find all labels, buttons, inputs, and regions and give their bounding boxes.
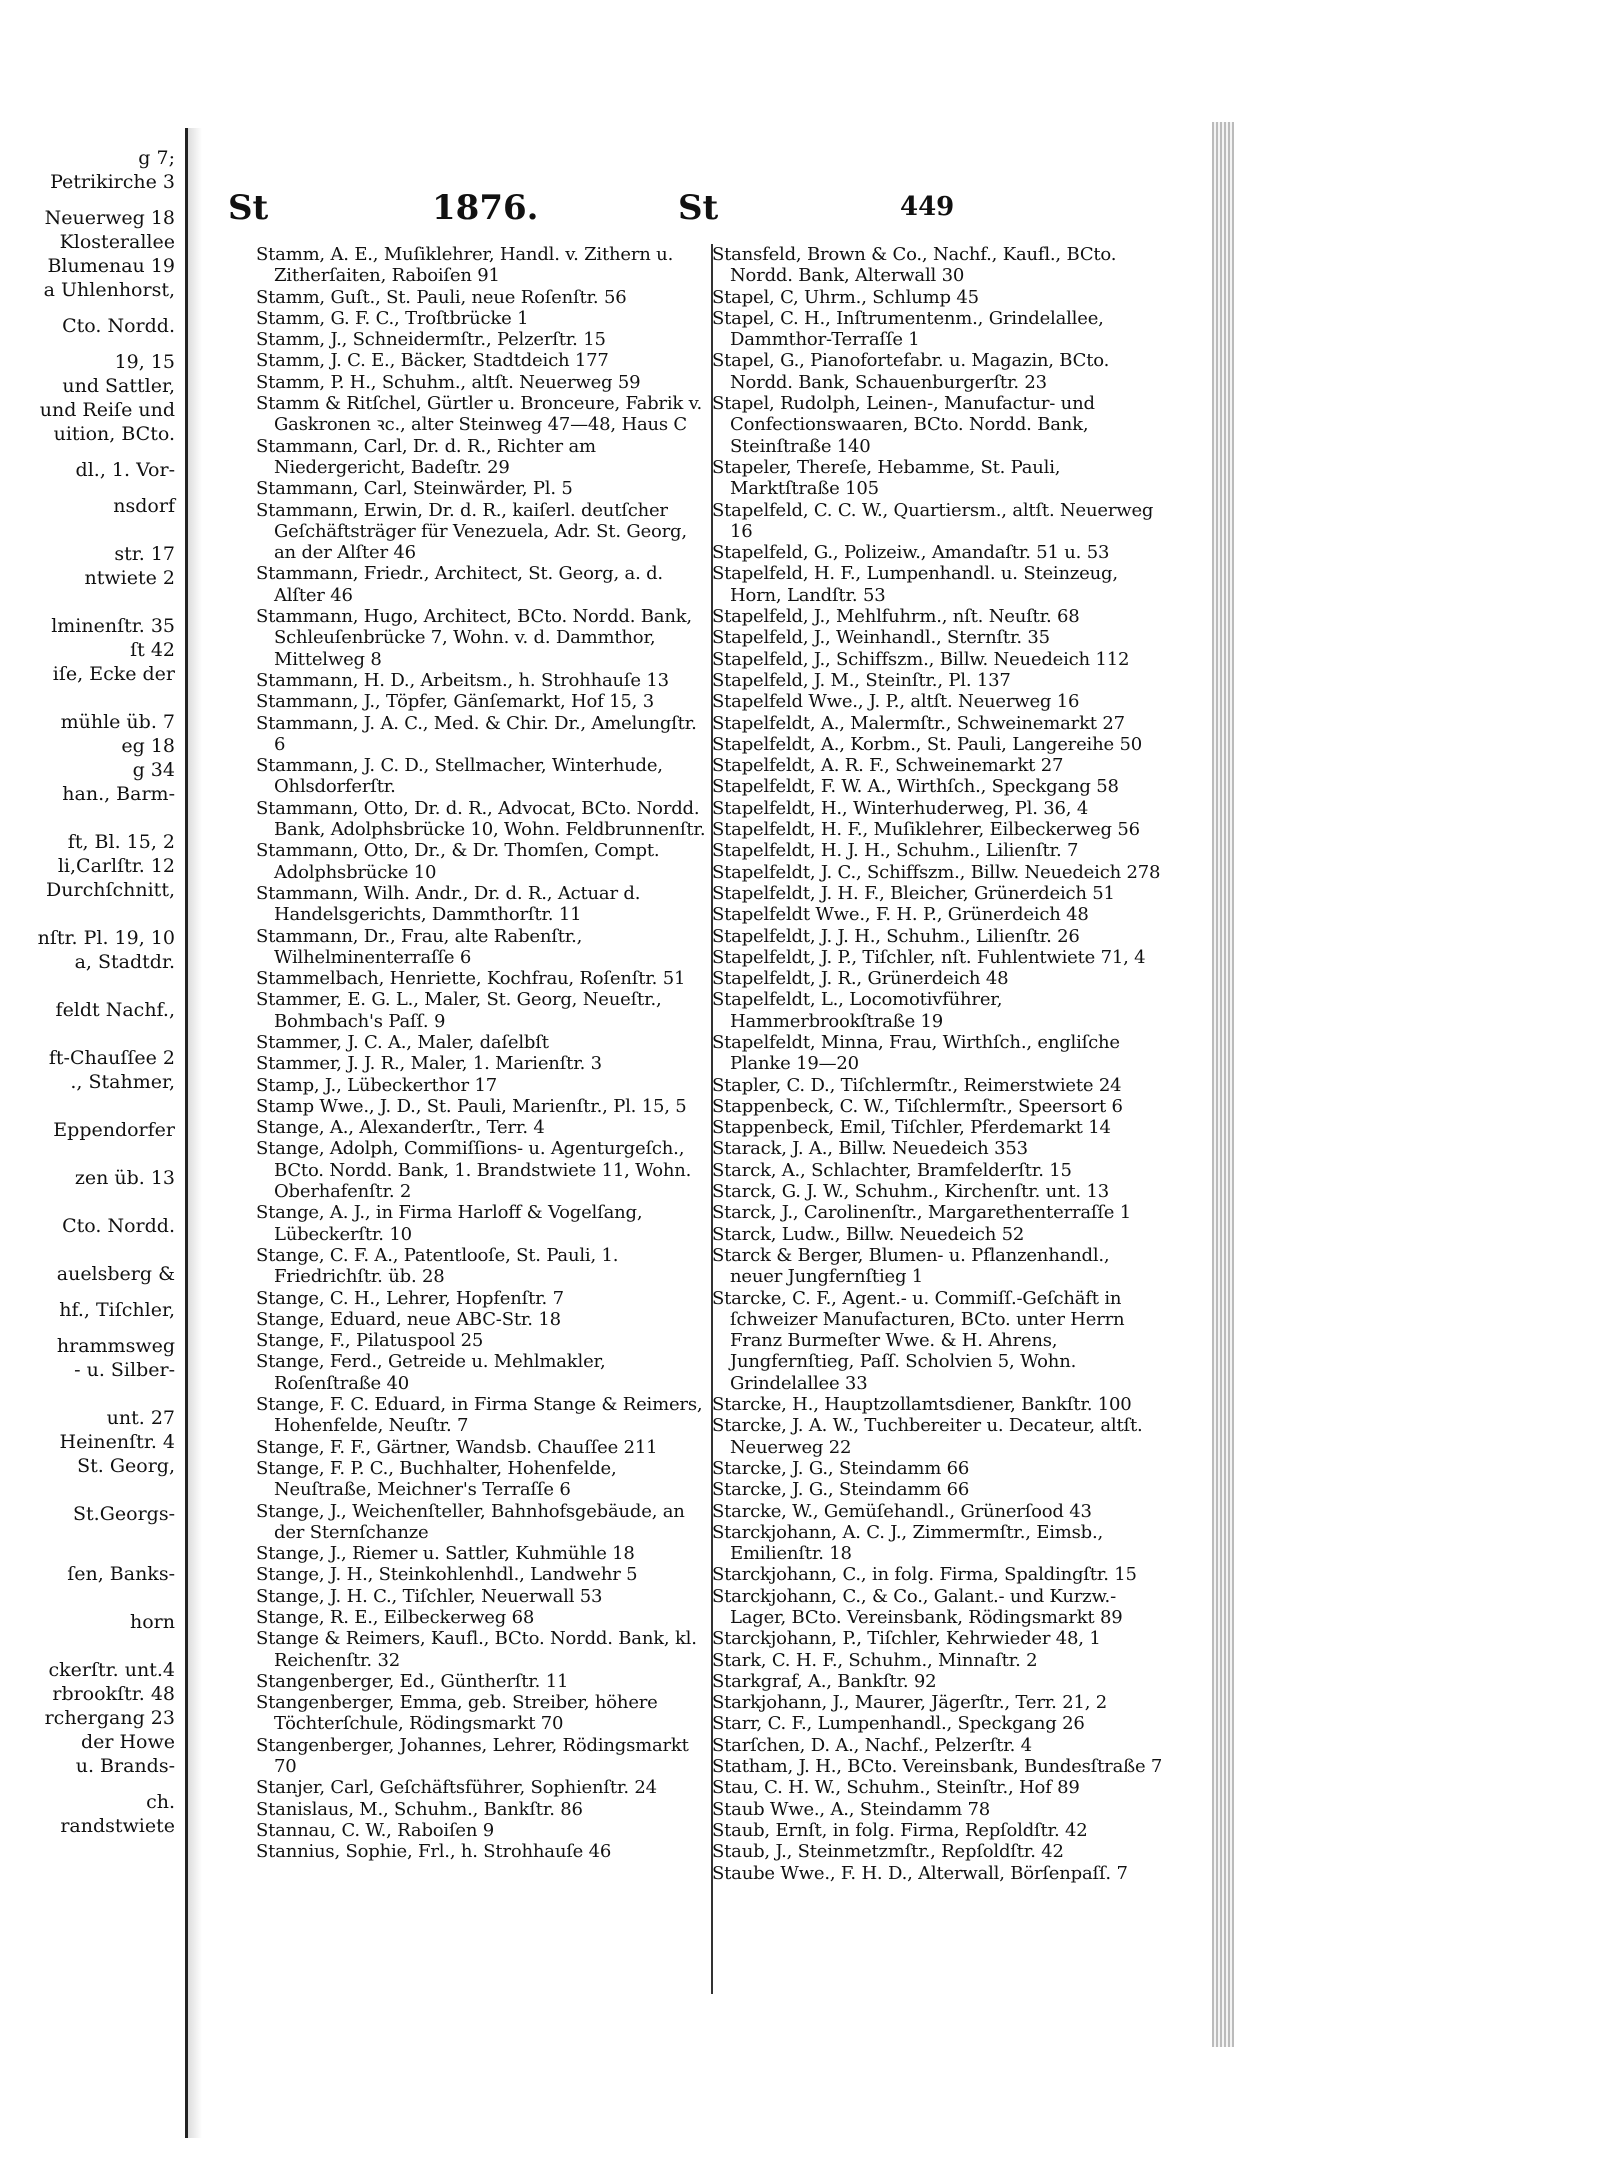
directory-entry: Stapelfeld Wwe., J. P., altſt. Neuerweg 16 — [712, 691, 1080, 713]
directory-entry: Stapelfeldt, J. R., Grünerdeich 48 — [712, 968, 1009, 990]
directory-entry: Stau, C. H. W., Schuhm., Steinſtr., Hof 89 — [712, 1777, 1080, 1799]
left-page-text-fragment: zen üb. 13 — [74, 1167, 175, 1189]
directory-entry: Stapelfeldt, L., Locomotivführer, Hammerbrookſtraße 19 — [712, 989, 1003, 1032]
directory-entry: Starck, G. J. W., Schuhm., Kirchenſtr. unt. 13 — [712, 1181, 1109, 1203]
left-page-text-fragment: hrammsweg — [56, 1335, 175, 1357]
directory-entry: Stannau, C. W., Raboiſen 9 — [256, 1819, 495, 1841]
left-page-text-fragment: Cto. Nordd. — [62, 1215, 175, 1237]
left-page-text-fragment: g 34 — [132, 759, 175, 781]
directory-entry: Stange & Reimers, Kaufl., BCto. Nordd. Bank, kl. Reichenſtr. 32 — [256, 1628, 697, 1671]
directory-entry: Stamm, P. H., Schuhm., altſt. Neuerweg 59 — [256, 371, 641, 393]
header-right-marker: St — [678, 188, 719, 228]
directory-entry: Starack, J. A., Billw. Neuedeich 353 — [712, 1138, 1028, 1160]
directory-entry: Stange, F. F., Gärtner, Wandsb. Chauſſee 211 — [256, 1436, 658, 1458]
directory-entry: Stammer, J. C. A., Maler, daſelbſt — [256, 1031, 549, 1053]
directory-entry: Stapelfeldt, A., Korbm., St. Pauli, Langereihe 50 — [712, 733, 1142, 755]
directory-entry: Stapelfeld, G., Polizeiw., Amandaſtr. 51 u. 53 — [712, 542, 1110, 564]
left-page-text-fragment: ſen, Banks- — [67, 1563, 175, 1585]
directory-entry: Stangenberger, Emma, geb. Streiber, höhere Töchterſchule, Rödingsmarkt 70 — [256, 1692, 658, 1735]
left-page-text-fragment: lminenſtr. 35 — [51, 615, 175, 637]
directory-entry: Starck & Berger, Blumen- u. Pflanzenhandl., neuer Jungfernſtieg 1 — [712, 1244, 1110, 1288]
directory-entry: Stapelfeld, J., Mehlfuhrm., nſt. Neuſtr. 68 — [712, 606, 1080, 628]
directory-entry: Stange, C. F. A., Patentlooſe, St. Pauli, 1. Friedrichſtr. üb. 28 — [256, 1244, 619, 1288]
directory-entry: Stange, F. C. Eduard, in Firma Stange & Reimers, Hohenfelde, Neuſtr. 7 — [256, 1394, 703, 1437]
directory-entry: Stappenbeck, C. W., Tiſchlermſtr., Speersort 6 — [712, 1095, 1123, 1117]
directory-entry: Starcke, W., Gemüſehandl., Grünerſood 43 — [712, 1500, 1092, 1522]
directory-entry: Stanislaus, M., Schuhm., Bankſtr. 86 — [256, 1798, 583, 1820]
directory-entry: Stammann, H. D., Arbeitsm., h. Strohhauſe 13 — [256, 669, 669, 691]
directory-entry: Stange, J., Riemer u. Sattler, Kuhmühle 18 — [256, 1543, 635, 1565]
left-page-text-fragment: Klosterallee — [59, 231, 175, 253]
left-page-text-fragment: Eppendorfer — [53, 1119, 175, 1141]
left-page-text-fragment: ſt 42 — [130, 639, 175, 661]
left-page-text-fragment: eg 18 — [121, 735, 175, 757]
directory-entry: Stange, J. H. C., Tiſchler, Neuerwall 53 — [256, 1585, 603, 1607]
directory-entry: Stammann, Friedr., Architect, St. Georg, a. d. Alſter 46 — [256, 563, 663, 606]
left-page-text-fragment: ft, Bl. 15, 2 — [67, 831, 175, 853]
directory-entry: Starkgraf, A., Bankſtr. 92 — [712, 1670, 937, 1692]
directory-entry: Stammelbach, Henriette, Kochfrau, Roſenſtr. 51 — [256, 968, 686, 990]
directory-entry: Statham, J. H., BCto. Vereinsbank, Bundesſtraße 7 — [712, 1756, 1163, 1778]
left-page-text-fragment: a, Stadtdr. — [74, 951, 175, 973]
book-gutter — [188, 128, 202, 2138]
directory-entry: Stapelfeld, J., Schiffszm., Billw. Neuedeich 112 — [712, 648, 1130, 670]
left-page-text-fragment: hf., Tiſchler, — [59, 1299, 175, 1321]
header-year: 1876. — [432, 188, 539, 228]
page-edge — [1212, 122, 1234, 2047]
directory-entry: Starck, A., Schlachter, Bramfelderſtr. 15 — [712, 1159, 1072, 1181]
directory-entry: Stapelfeldt, A., Malermſtr., Schweinemarkt 27 — [712, 712, 1125, 734]
directory-entry: Stamm, J. C. E., Bäcker, Stadtdeich 177 — [256, 350, 609, 372]
left-page-text-fragment: feldt Nachf., — [55, 999, 175, 1021]
directory-entry: Stapel, C. H., Inſtrumentenm., Grindelallee, Dammthor-Terraſſe 1 — [712, 307, 1104, 351]
left-page-text-fragment: u. Brands- — [75, 1755, 175, 1777]
directory-entry: Stapel, C, Uhrm., Schlump 45 — [712, 286, 979, 308]
directory-entry: Stammann, Otto, Dr., & Dr. Thomſen, Compt. Adolphsbrücke 10 — [256, 840, 660, 883]
left-page-fragment — [0, 128, 188, 2138]
left-page-text-fragment: han., Barm- — [62, 783, 175, 805]
left-page-text-fragment: horn — [130, 1611, 175, 1633]
directory-entry: Stapelfeldt Wwe., F. H. P., Grünerdeich 48 — [712, 904, 1089, 926]
left-page-text-fragment: Blumenau 19 — [47, 255, 175, 277]
page-header — [0, 188, 955, 236]
directory-entry: Staube Wwe., F. H. D., Alterwall, Börſenpaſſ. 7 — [712, 1862, 1128, 1884]
directory-entry: Starkjohann, J., Maurer, Jägerſtr., Terr. 21, 2 — [712, 1692, 1107, 1714]
directory-entry: Stamm, Guſt., St. Pauli, neue Roſenſtr. 56 — [256, 286, 627, 308]
directory-entry: Stapelfeldt, J. J. H., Schuhm., Lilienſtr. 26 — [712, 925, 1080, 947]
left-page-text-fragment: ch. — [146, 1791, 175, 1813]
left-page-text-fragment: St.Georgs- — [73, 1503, 175, 1525]
left-page-text-fragment: Neuerweg 18 — [44, 207, 175, 229]
left-page-text-fragment: randstwiete — [60, 1815, 175, 1837]
left-column — [256, 244, 711, 1863]
directory-entry: Starckjohann, C., in folg. Firma, Spaldingſtr. 15 — [712, 1564, 1137, 1586]
directory-entry: Stange, Eduard, neue ABC-Str. 18 — [256, 1308, 561, 1330]
left-page-text-fragment: li,Carlſtr. 12 — [57, 855, 175, 877]
directory-entry: Stange, Adolph, Commiſſions- u. Agenturgeſch., BCto. Nordd. Bank, 1. Brandstwiete 11, Wohn. Oberhafenſtr. 2 — [256, 1138, 692, 1203]
left-page-text-fragment: nsdorf — [113, 495, 175, 517]
directory-entry: Stamm, A. E., Muſiklehrer, Handl. v. Zithern u. Zitherſaiten, Raboiſen 91 — [256, 244, 674, 287]
directory-entry: Stammann, Carl, Dr. d. R., Richter am Niedergericht, Badeſtr. 29 — [256, 435, 596, 478]
directory-entry: Stammann, Otto, Dr. d. R., Advocat, BCto. Nordd. Bank, Adolphsbrücke 10, Wohn. Feldbrunnenſtr. — [256, 797, 706, 841]
left-page-text-fragment: rchergang 23 — [44, 1707, 175, 1729]
directory-entry: Stapel, Rudolph, Leinen-, Manufactur- und Confectionswaaren, BCto. Nordd. Bank, Steinſtraße 140 — [712, 393, 1095, 457]
directory-entry: Stapel, G., Pianofortefabr. u. Magazin, BCto. Nordd. Bank, Schauenburgerſtr. 23 — [712, 350, 1110, 393]
directory-entry: Stammer, J. J. R., Maler, 1. Marienſtr. 3 — [256, 1053, 602, 1075]
left-page-text-fragment: nſtr. Pl. 19, 10 — [37, 927, 175, 949]
directory-entry: Stapelfeldt, H. J. H., Schuhm., Lilienſtr. 7 — [712, 840, 1079, 862]
left-page-text-fragment: ., Stahmer, — [70, 1071, 175, 1093]
left-page-text-fragment: Cto. Nordd. — [62, 315, 175, 337]
directory-entry: Stammann, J. C. D., Stellmacher, Winterhude, Ohlsdorferſtr. — [256, 755, 663, 798]
directory-entry: Stamp, J., Lübeckerthor 17 — [256, 1074, 497, 1096]
directory-entry: Staub Wwe., A., Steindamm 78 — [712, 1798, 991, 1820]
left-page-text-fragment: g 7; — [138, 147, 175, 169]
left-page-text-fragment: ft-Chauſſee 2 — [48, 1047, 175, 1069]
directory-entry: Starcke, C. F., Agent.- u. Commiſſ.-Geſchäft in ſchweizer Manufacturen, BCto. unter Herrn Franz Burmeſter Wwe. & H. Ahrens, Jungfernſtieg, Paſſ. Scholvien 5, Wohn. Grindelallee 33 — [712, 1287, 1125, 1394]
directory-entry: Starckjohann, C., & Co., Galant.- und Kurzw.-Lager, BCto. Vereinsbank, Rödingsmarkt 89 — [712, 1585, 1123, 1628]
directory-entry: Stange, R. E., Eilbeckerweg 68 — [256, 1607, 535, 1628]
directory-entry: Stapeler, Thereſe, Hebamme, St. Pauli, Marktſtraße 105 — [712, 456, 1061, 500]
left-page-text-fragment: dl., 1. Vor- — [75, 459, 175, 481]
left-page-text-fragment: und Reiſe und — [39, 399, 175, 421]
directory-entry: Starſchen, D. A., Nachf., Pelzerſtr. 4 — [712, 1734, 1032, 1756]
directory-entry: Starckjohann, A. C. J., Zimmermſtr., Eimsb., Emilienſtr. 18 — [712, 1521, 1104, 1565]
directory-entry: Stange, A., Alexanderſtr., Terr. 4 — [256, 1117, 545, 1139]
directory-entry: Stappenbeck, Emil, Tiſchler, Pferdemarkt 14 — [712, 1117, 1111, 1139]
directory-entry: Starck, Ludw., Billw. Neuedeich 52 — [712, 1223, 1025, 1245]
header-left-marker: St — [228, 188, 269, 228]
directory-entry: Stange, F. P. C., Buchhalter, Hohenfelde, Neuſtraße, Meichner's Terraſſe 6 — [256, 1457, 617, 1501]
left-page-text-fragment: auelsberg & — [56, 1263, 175, 1285]
directory-entry: Stamm & Ritſchel, Gürtler u. Bronceure, Fabrik v. Gaskronen ꝛc., alter Steinweg 47—48, Haus C — [256, 393, 702, 436]
directory-entry: Stangenberger, Ed., Güntherſtr. 11 — [256, 1670, 569, 1692]
directory-entry: Starcke, H., Hauptzollamtsdiener, Bankſtr. 100 — [712, 1394, 1132, 1416]
directory-entry: Stanjer, Carl, Geſchäftsführer, Sophienſtr. 24 — [256, 1777, 657, 1799]
directory-entry: Stammann, Hugo, Architect, BCto. Nordd. Bank, Schleuſenbrücke 7, Wohn. v. d. Dammthor, Mittelweg 8 — [256, 606, 692, 670]
directory-entry: Stapelfeld, C. C. W., Quartiersm., altſt. Neuerweg 16 — [712, 499, 1154, 542]
directory-entry: Stange, J., Weichenſteller, Bahnhofsgebäude, an der Sternſchanze — [256, 1500, 685, 1543]
directory-entry: Stammer, E. G. L., Maler, St. Georg, Neueſtr., Bohmbach's Paſſ. 9 — [256, 989, 662, 1032]
directory-entry: Stapelfeldt, J. H. F., Bleicher, Grünerdeich 51 — [712, 882, 1115, 904]
directory-entry: Stange, C. H., Lehrer, Hopfenſtr. 7 — [256, 1287, 564, 1309]
directory-entry: Stapelfeld, J. M., Steinſtr., Pl. 137 — [712, 669, 1011, 691]
directory-entry: Stapelfeldt, J. P., Tiſchler, nſt. Fuhlentwiete 71, 4 — [712, 946, 1146, 968]
left-page-text-fragment: a Uhlenhorst, — [43, 279, 175, 301]
directory-entry: Stapelfeldt, Minna, Frau, Wirthſch., engliſche Planke 19—20 — [712, 1031, 1120, 1075]
left-page-text-fragment: str. 17 — [114, 543, 175, 565]
directory-entry: Stammann, Wilh. Andr., Dr. d. R., Actuar d. Handelsgerichts, Dammthorſtr. 11 — [256, 882, 641, 926]
directory-entry: Stapelfeldt, J. C., Schiffszm., Billw. Neuedeich 278 — [712, 861, 1161, 883]
directory-entry: Staub, Ernſt, in folg. Firma, Repſoldſtr. 42 — [712, 1819, 1088, 1841]
directory-entry: Stamm, J., Schneidermſtr., Pelzerſtr. 15 — [256, 329, 606, 351]
directory-entry: Stammann, Carl, Steinwärder, Pl. 5 — [256, 478, 573, 500]
directory-entry: Starckjohann, P., Tiſchler, Kehrwieder 48, 1 — [712, 1628, 1101, 1650]
directory-entry: Stapelfeld, H. F., Lumpenhandl. u. Steinzeug, Horn, Landſtr. 53 — [712, 563, 1118, 606]
directory-entry: Stammann, Dr., Frau, alte Rabenſtr., Wilhelminenterraſſe 6 — [256, 925, 583, 968]
directory-entry: Stark, C. H. F., Schuhm., Minnaſtr. 2 — [712, 1649, 1038, 1671]
left-page-text-fragment: und Sattler, — [62, 375, 175, 397]
directory-entry: Starcke, J. G., Steindamm 66 — [712, 1457, 970, 1479]
directory-entry: Stammann, J., Töpfer, Gänſemarkt, Hof 15, 3 — [256, 691, 654, 713]
directory-entry: Stapler, C. D., Tiſchlermſtr., Reimerstwiete 24 — [712, 1074, 1122, 1096]
directory-entry: Stange, Ferd., Getreide u. Mehlmakler, Roſenſtraße 40 — [256, 1351, 606, 1394]
directory-entry: Stammann, J. A. C., Med. & Chir. Dr., Amelungſtr. 6 — [256, 712, 697, 755]
directory-entry: Stammann, Erwin, Dr. d. R., kaiſerl. deutſcher Geſchäftsträger für Venezuela, Adr. St. Georg, an der Alſter 46 — [256, 499, 687, 564]
left-page-text-fragment: ckerſtr. unt.4 — [48, 1659, 175, 1681]
directory-entry: Stapelfeldt, A. R. F., Schweinemarkt 27 — [712, 755, 1064, 777]
directory-entry: Starcke, J. A. W., Tuchbereiter u. Decateur, altſt. Neuerweg 22 — [712, 1415, 1143, 1458]
right-column — [712, 244, 1167, 1884]
directory-entry: Stange, A. J., in Firma Harloff & Vogelſang, Lübeckerſtr. 10 — [256, 1202, 643, 1245]
left-page-text-fragment: uition, BCto. — [53, 423, 175, 445]
directory-entry: Stange, J. H., Steinkohlenhdl., Landwehr 5 — [256, 1564, 638, 1586]
left-page-text-fragment: mühle üb. 7 — [60, 711, 175, 733]
directory-entry: Stapelfeldt, H., Winterhuderweg, Pl. 36, 4 — [712, 797, 1089, 819]
left-page-text-fragment: ntwiete 2 — [84, 567, 175, 589]
directory-entry: Stansfeld, Brown & Co., Nachf., Kaufl., BCto. Nordd. Bank, Alterwall 30 — [712, 244, 1117, 287]
left-page-text-fragment: rbrookſtr. 48 — [52, 1683, 175, 1705]
left-page-text-fragment: Durchſchnitt, — [46, 879, 175, 901]
directory-entry: Starr, C. F., Lumpenhandl., Speckgang 26 — [712, 1713, 1085, 1735]
directory-entry: Stapelfeld, J., Weinhandl., Sternſtr. 35 — [712, 627, 1050, 649]
left-page-text-fragment: 19, 15 — [114, 351, 175, 373]
left-page-text-fragment: Petrikirche 3 — [50, 171, 175, 193]
left-page-text-fragment: der Howe — [80, 1731, 175, 1753]
directory-entry: Stannius, Sophie, Frl., h. Strohhauſe 46 — [256, 1841, 612, 1863]
left-page-text-fragment: - u. Silber- — [74, 1359, 175, 1381]
directory-entry: Staub, J., Steinmetzmſtr., Repſoldſtr. 42 — [712, 1841, 1064, 1863]
left-page-text-fragment: unt. 27 — [106, 1407, 175, 1429]
left-page-text-fragment: Heinenſtr. 4 — [59, 1431, 175, 1453]
left-page-text-fragment: St. Georg, — [77, 1455, 175, 1477]
left-page-text-fragment: iſe, Ecke der — [52, 663, 175, 685]
directory-entry: Starck, J., Carolinenſtr., Margarethenterraſſe 1 — [712, 1202, 1132, 1224]
directory-entry: Starcke, J. G., Steindamm 66 — [712, 1479, 970, 1501]
page-number: 449 — [900, 192, 955, 222]
directory-entry: Stamp Wwe., J. D., St. Pauli, Marienſtr., Pl. 15, 5 — [256, 1095, 687, 1117]
directory-entry: Stapelfeldt, F. W. A., Wirthſch., Speckgang 58 — [712, 776, 1119, 798]
directory-entry: Stamm, G. F. C., Troſtbrücke 1 — [256, 307, 529, 329]
directory-entry: Stapelfeldt, H. F., Muſiklehrer, Eilbeckerweg 56 — [712, 819, 1140, 841]
directory-entry: Stangenberger, Johannes, Lehrer, Rödingsmarkt 70 — [256, 1734, 689, 1778]
directory-entry: Stange, F., Pilatuspool 25 — [256, 1330, 484, 1352]
